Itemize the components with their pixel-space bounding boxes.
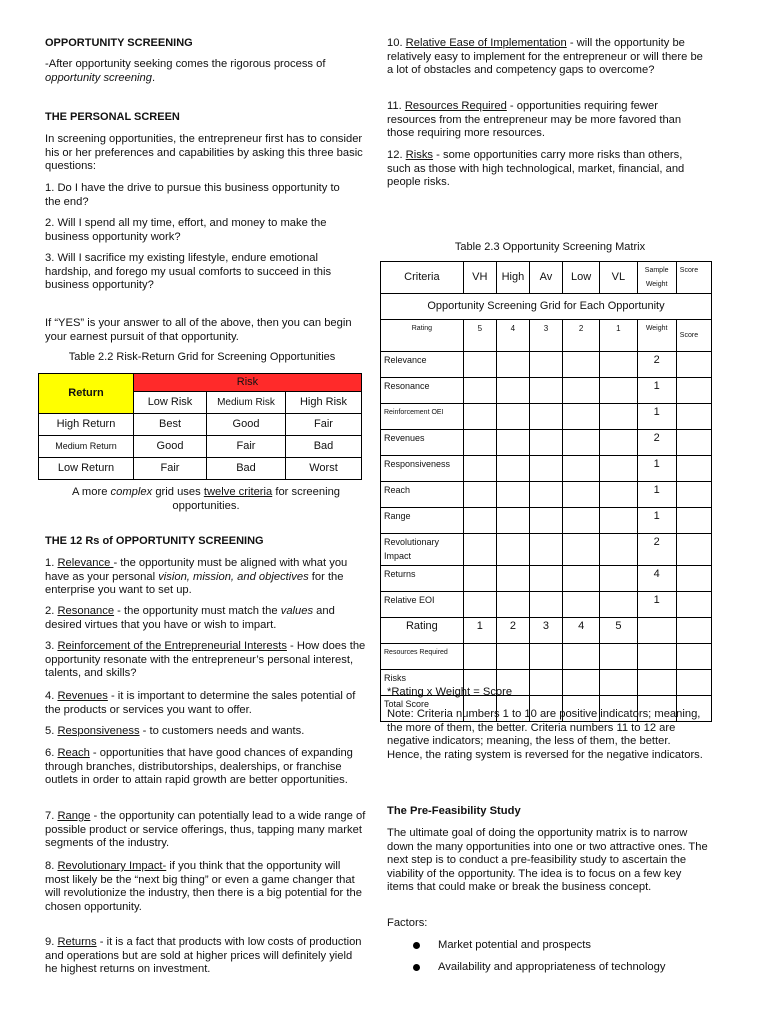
- r1-item: [45, 557, 367, 598]
- score-cell: [676, 508, 711, 534]
- rating-cell: [529, 352, 562, 378]
- score-cell: [676, 430, 711, 456]
- r-text: - will the opportunity be relatively easy to implement for the entrepreneur or will there be a lot of obstacles and competency gaps to overcome?: [387, 37, 703, 77]
- r9-item: [45, 936, 367, 977]
- weight-value: 2: [637, 534, 676, 566]
- grid-title: Opportunity Screening Grid for Each Opportunity: [381, 294, 712, 320]
- score-cell: [676, 566, 711, 592]
- criteria-label: Range: [381, 508, 464, 534]
- grid-cell: Good: [207, 414, 286, 436]
- rating-cell: [496, 404, 529, 430]
- rating-cell: [496, 566, 529, 592]
- rating-cell: [463, 430, 496, 456]
- rating-value: 2: [563, 320, 600, 352]
- weight-value: 1: [637, 378, 676, 404]
- intro-emphasis: opportunity screening: [45, 71, 152, 84]
- empty-cell: [529, 670, 562, 696]
- criteria-label: Risks: [381, 670, 464, 696]
- rating-cell: [496, 430, 529, 456]
- indicator-note: Note: Criteria numbers 1 to 10 are positive indicators; meaning, the more of them, the better. Criteria numbers 11 to 12 are negative indicators; meaning, the less of them, the better. Hence, the rating system is reversed for the negative indicators.: [387, 708, 703, 761]
- r-num: 10.: [387, 37, 406, 49]
- rating-cell: [463, 508, 496, 534]
- empty-cell: [676, 618, 711, 644]
- rating-cell: [600, 566, 637, 592]
- intro-end: .: [151, 71, 156, 84]
- rating-value: 5: [463, 320, 496, 352]
- r5-item: [45, 725, 367, 739]
- r8-item: [45, 860, 367, 914]
- grid-cell: Good: [134, 436, 207, 458]
- empty-cell: [563, 644, 600, 670]
- rating-cell: [463, 456, 496, 482]
- rating-value: 1: [463, 618, 496, 644]
- grid-cell: Bad: [286, 436, 362, 458]
- r-term: Reinforcement of the Entrepreneurial Interests: [57, 640, 287, 652]
- intro-text: -After opportunity seeking comes the rigorous process of: [45, 58, 326, 70]
- bullet-icon: [413, 942, 420, 949]
- rating-cell: [563, 508, 600, 534]
- rating-cell: [600, 378, 637, 404]
- criteria-row: [381, 482, 712, 508]
- rating-cell: [529, 404, 562, 430]
- risk-col: Medium Risk: [207, 392, 286, 414]
- rating-header: Av: [529, 262, 562, 294]
- rating-cell: [563, 378, 600, 404]
- rating-cell: [563, 352, 600, 378]
- criteria-label: Responsiveness: [381, 456, 464, 482]
- intro-paragraph: [45, 58, 367, 85]
- table-2-2-caption: Table 2.2 Risk-Return Grid for Screening Opportunities: [68, 351, 336, 363]
- r-term: Returns: [57, 936, 97, 948]
- rating-cell: [529, 566, 562, 592]
- weight-label: Weight: [637, 320, 676, 352]
- rating-cell: [563, 430, 600, 456]
- rating-cell: [496, 352, 529, 378]
- table-2-3-caption: Table 2.3 Opportunity Screening Matrix: [454, 241, 646, 253]
- opportunity-screening-matrix: [380, 261, 712, 722]
- note-text: for screening opportunities.: [172, 486, 341, 512]
- grid-cell: Fair: [207, 436, 286, 458]
- r-num: 5.: [45, 725, 58, 737]
- score-cell: [676, 534, 711, 566]
- rating-label: Rating: [381, 618, 464, 644]
- r-num: 9.: [45, 936, 58, 948]
- r-text: - the opportunity must match the: [114, 605, 281, 617]
- risk-return-grid: [38, 373, 362, 480]
- rating-cell: [563, 456, 600, 482]
- r2-item: [45, 605, 367, 632]
- score-cell: [676, 404, 711, 430]
- criteria-label: Total Score: [381, 696, 464, 722]
- rating-cell: [600, 456, 637, 482]
- question-3: 3. Will I sacrifice my existing lifestyle, endure emotional hardship, and forego my usual comforts to succeed in this business opportunity?: [45, 252, 332, 292]
- rating-value: 4: [496, 320, 529, 352]
- rating-cell: [563, 566, 600, 592]
- r-text: and desired virtues that you have or wish to impart.: [45, 605, 335, 631]
- r-term: Range: [57, 810, 91, 822]
- rating-value: 5: [600, 618, 637, 644]
- r-num: 3.: [45, 640, 58, 652]
- score-cell: [676, 592, 711, 618]
- r-num: 1.: [45, 557, 58, 569]
- rating-cell: [463, 404, 496, 430]
- rating-cell: [463, 352, 496, 378]
- r-term: Resources Required: [404, 100, 507, 112]
- weight-value: 1: [637, 456, 676, 482]
- rating-cell: [563, 404, 600, 430]
- rating-header: VH: [463, 262, 496, 294]
- bullet-item: [413, 961, 665, 975]
- bullet-text: Availability and appropriateness of technology: [438, 961, 666, 973]
- rating-cell: [529, 430, 562, 456]
- rating-cell: [463, 378, 496, 404]
- r-text: for the enterprise you want to set up.: [45, 570, 344, 597]
- criteria-label: Revolutionary Impact: [381, 534, 464, 566]
- criteria-label: Reach: [381, 482, 464, 508]
- rating-cell: [496, 508, 529, 534]
- r-text: - How does the opportunity resonate with the entrepreneur’s personal interest, talents, and skills?: [45, 640, 366, 680]
- grid-cell: Worst: [286, 458, 362, 480]
- r12-item: [387, 149, 709, 190]
- rating-cell: [600, 592, 637, 618]
- rating-value: 3: [529, 618, 562, 644]
- r-num: 12.: [387, 149, 406, 161]
- empty-cell: [600, 644, 637, 670]
- criteria-row: [381, 508, 712, 534]
- rating-cell: [600, 404, 637, 430]
- rating-cell: [563, 592, 600, 618]
- rating-cell: [463, 592, 496, 618]
- grid-cell: Bad: [207, 458, 286, 480]
- r3-item: [45, 640, 367, 681]
- rating-cell: [600, 482, 637, 508]
- r-term: Relevance: [57, 557, 114, 569]
- r-term: Reach: [57, 747, 90, 759]
- empty-cell: [637, 670, 676, 696]
- return-row-label: High Return: [39, 414, 134, 436]
- r-term: Risks: [405, 149, 434, 161]
- bullet-text: Market potential and prospects: [438, 939, 591, 951]
- r-num: 7.: [45, 810, 58, 822]
- r-emphasis: vision, mission, and objectives: [158, 570, 309, 583]
- score-formula: *Rating x Weight = Score: [387, 686, 513, 698]
- r-num: 6.: [45, 747, 58, 759]
- r-text: - the opportunity must be aligned with what you have as your personal: [45, 557, 348, 583]
- r-text: - to customers needs and wants.: [139, 725, 305, 737]
- r-text: - the opportunity can potentially lead to a wide range of possible product or service offerings, thus, tapping many market segments of the industry.: [45, 810, 366, 850]
- r-term: Relative Ease of Implementation: [405, 37, 567, 49]
- weight-header: Sample Weight: [637, 262, 676, 294]
- weight-value: 1: [637, 482, 676, 508]
- rating-cell: [496, 482, 529, 508]
- return-header: Return: [39, 374, 134, 414]
- rating-cell: [529, 534, 562, 566]
- score-cell: [676, 352, 711, 378]
- r-text: - it is a fact that products with low costs of production and operations but are sold at higher prices will definitely yield he highest returns on investment.: [45, 936, 362, 976]
- empty-cell: [463, 644, 496, 670]
- risk-col: Low Risk: [134, 392, 207, 414]
- note-text: grid uses: [152, 486, 204, 498]
- r6-item: [45, 747, 367, 788]
- criteria-label: Returns: [381, 566, 464, 592]
- rating-cell: [496, 592, 529, 618]
- r-num: 2.: [45, 605, 58, 617]
- r-num: 11.: [387, 100, 405, 112]
- rating-header: VL: [600, 262, 637, 294]
- weight-value: 1: [637, 508, 676, 534]
- rating-cell: [463, 566, 496, 592]
- score-cell: [676, 482, 711, 508]
- note-underline: twelve criteria: [203, 486, 273, 498]
- criteria-label: Resources Required: [381, 644, 464, 670]
- empty-cell: [676, 644, 711, 670]
- criteria-label: Resonance: [381, 378, 464, 404]
- question-1: 1. Do I have the drive to pursue this business opportunity to the end?: [45, 182, 340, 208]
- note-emphasis: complex: [110, 486, 153, 498]
- r10-item: [387, 37, 709, 78]
- rating-cell: [463, 534, 496, 566]
- score-label: Score: [676, 320, 711, 352]
- criteria-row: [381, 534, 712, 566]
- rating-cell: [496, 378, 529, 404]
- risk-col: High Risk: [286, 392, 362, 414]
- r-term: Responsiveness: [57, 725, 140, 737]
- rating-cell: [529, 378, 562, 404]
- rating-cell: [600, 508, 637, 534]
- r-term: Revenues: [57, 690, 108, 702]
- bullet-item: [413, 939, 591, 953]
- rating-value: 3: [529, 320, 562, 352]
- r-text: - opportunities requiring fewer resources from the entrepreneur may be more favored than those requiring more resources.: [387, 100, 682, 140]
- r-term: Revolutionary Impact-: [57, 860, 167, 872]
- personal-screen-text: In screening opportunities, the entrepreneur first has to consider his or her preferences and capabilities by asking this three basic questions:: [45, 133, 363, 173]
- twelve-rs-heading: THE 12 Rs of OPPORTUNITY SCREENING: [45, 535, 264, 547]
- r-text: - some opportunities carry more risks than others, such as those with high technological, market, financial, and people risks.: [387, 149, 685, 189]
- rating-label: Rating: [381, 320, 464, 352]
- rating-cell: [600, 352, 637, 378]
- r-term: Resonance: [57, 605, 115, 617]
- yes-paragraph: If “YES” is your answer to all of the above, then you can begin your earnest pursuit of that opportunity.: [45, 317, 352, 343]
- question-2: 2. Will I spend all my time, effort, and money to make the business opportunity work?: [45, 217, 327, 243]
- score-header: Score: [676, 262, 711, 294]
- empty-cell: [637, 618, 676, 644]
- criteria-row: [381, 592, 712, 618]
- rating-header: Low: [563, 262, 600, 294]
- rating-cell: [529, 456, 562, 482]
- r-num: 8.: [45, 860, 58, 872]
- r11-item: [387, 100, 709, 141]
- empty-cell: [600, 670, 637, 696]
- r7-item: [45, 810, 367, 851]
- r-num: 4.: [45, 690, 58, 702]
- criteria-row: [381, 378, 712, 404]
- grid-cell: Fair: [134, 458, 207, 480]
- rating-cell: [563, 534, 600, 566]
- rating-cell: [600, 534, 637, 566]
- criteria-label: Revenues: [381, 430, 464, 456]
- weight-value: 2: [637, 430, 676, 456]
- empty-cell: [563, 670, 600, 696]
- rating-cell: [529, 592, 562, 618]
- criteria-row: [381, 352, 712, 378]
- grid-cell: Best: [134, 414, 207, 436]
- r-emphasis: values: [280, 605, 314, 617]
- factors-label: Factors:: [387, 917, 428, 929]
- criteria-row: [381, 456, 712, 482]
- criteria-label: Reinforcement OEI: [381, 404, 464, 430]
- r4-item: [45, 690, 367, 717]
- rating-cell: [529, 508, 562, 534]
- criteria-label: Relative EOI: [381, 592, 464, 618]
- return-row-label: Low Return: [39, 458, 134, 480]
- rating-cell: [496, 534, 529, 566]
- empty-cell: [496, 644, 529, 670]
- criteria-header: Criteria: [381, 262, 464, 294]
- return-row-label: Medium Return: [39, 436, 134, 458]
- score-cell: [676, 378, 711, 404]
- rating-value: 4: [563, 618, 600, 644]
- grid-cell: Fair: [286, 414, 362, 436]
- rating-cell: [463, 482, 496, 508]
- weight-value: 4: [637, 566, 676, 592]
- criteria-row: [381, 566, 712, 592]
- empty-cell: [637, 644, 676, 670]
- criteria-row: [381, 404, 712, 430]
- rating-cell: [529, 482, 562, 508]
- risk-header: Risk: [134, 374, 362, 392]
- score-cell: [676, 456, 711, 482]
- weight-value: 2: [637, 352, 676, 378]
- prefeasibility-text: The ultimate goal of doing the opportunity matrix is to narrow down the many opportunities into one or two attractive ones. The next step is to conduct a pre-feasibility study to ascertain the viability of the opportunity. The idea is to focus on a few key items that could make or break the business concept.: [387, 827, 708, 894]
- r-text: if you think that the opportunity will most likely be the “next big thing” or even a game changer that will revolutionize the industry, then there is a big potential for the chosen opportunity.: [45, 860, 362, 913]
- weight-value: 1: [637, 404, 676, 430]
- bullet-icon: [413, 964, 420, 971]
- note-text: A more: [71, 486, 111, 498]
- rating-cell: [496, 456, 529, 482]
- r-text: - opportunities that have good chances of expanding through branches, distributorships, dealerships, or franchise outlets in order to attain rapid growth are better opportunities.: [45, 747, 353, 787]
- rating-cell: [563, 482, 600, 508]
- personal-screen-heading: THE PERSONAL SCREEN: [45, 111, 180, 123]
- criteria-row: [381, 430, 712, 456]
- rating-value: 1: [600, 320, 637, 352]
- empty-cell: [676, 670, 711, 696]
- rating-header: High: [496, 262, 529, 294]
- weight-value: 1: [637, 592, 676, 618]
- page-title: OPPORTUNITY SCREENING: [45, 37, 193, 49]
- criteria-label: Relevance: [381, 352, 464, 378]
- rating-cell: [600, 430, 637, 456]
- empty-cell: [529, 644, 562, 670]
- prefeasibility-heading: The Pre-Feasibility Study: [387, 805, 521, 817]
- rating-value: 2: [496, 618, 529, 644]
- r-text: - it is important to determine the sales potential of the products or services you want to offer.: [45, 690, 356, 716]
- complex-grid-note: [45, 486, 367, 513]
